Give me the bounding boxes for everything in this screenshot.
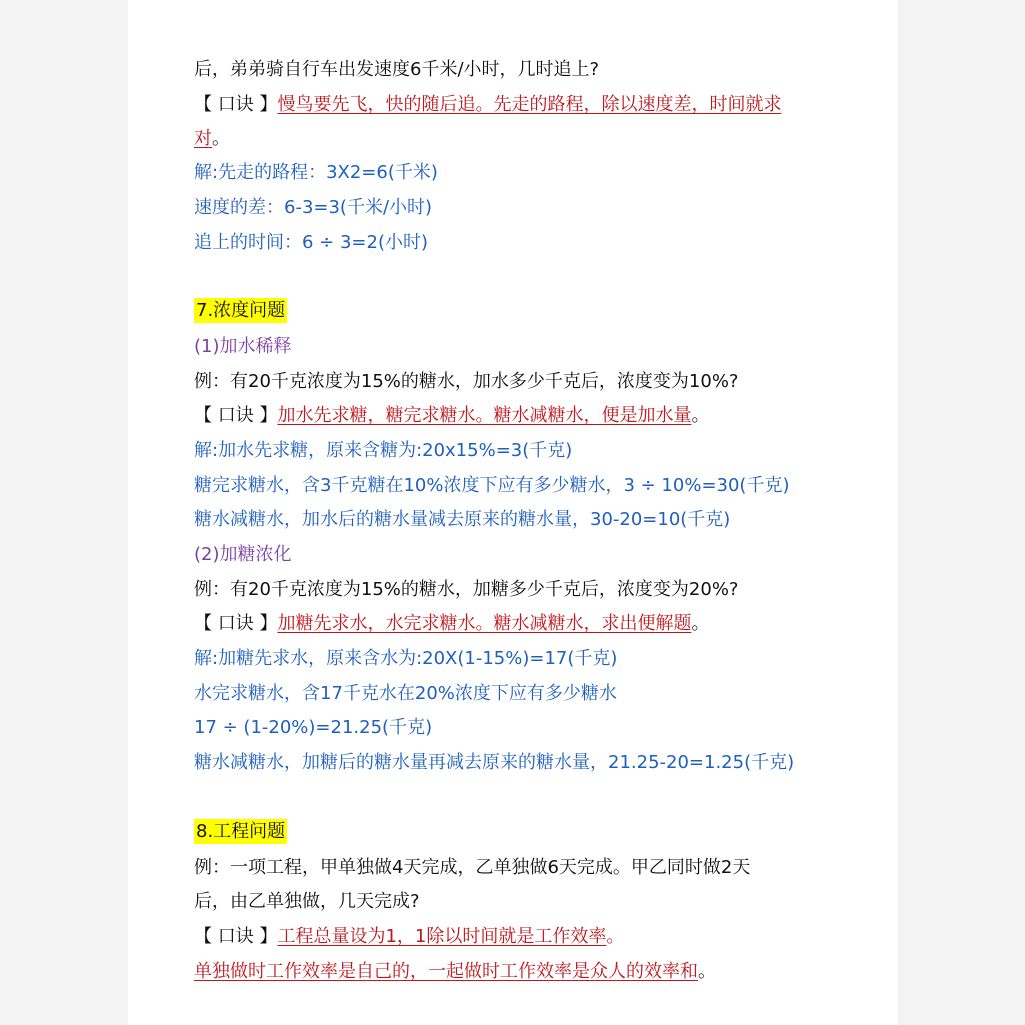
solution-line: 水完求糖水，含17千克水在20%浓度下应有多少糖水 xyxy=(194,683,617,704)
solution-line: 解:先走的路程：3X2=6(千米) xyxy=(194,162,438,183)
mnemonic-label: 【 口诀 】 xyxy=(194,926,278,947)
mnemonic-line-dilute xyxy=(194,403,709,429)
section-heading-concentration xyxy=(194,298,287,324)
mnemonic-text: 加糖先求水，水完求糖水。糖水减糖水，求出便解题 xyxy=(277,613,692,634)
subheading-concentrate: (2)加糖浓化 xyxy=(194,544,292,565)
question-tail xyxy=(194,57,599,83)
mnemonic-label: 【 口诀 】 xyxy=(194,94,278,115)
section-heading-text: 7.浓度问题 xyxy=(196,300,286,321)
solution-line: 17 ÷ (1-20%)=21.25(千克) xyxy=(194,717,433,738)
mnemonic-line-engineering-continued xyxy=(194,959,716,985)
mnemonic-text: 慢鸟要先飞，快的随后追。先走的路程，除以速度差，时间就求 xyxy=(277,94,782,115)
solution-line: 解:加糖先求水，原来含水为:20X(1-15%)=17(千克) xyxy=(194,648,618,669)
punctuation: 。 xyxy=(698,961,716,982)
mnemonic-line-engineering xyxy=(194,924,624,950)
punctuation: 。 xyxy=(212,128,230,149)
section-heading-engineering xyxy=(194,819,287,845)
solution-line: 追上的时间：6 ÷ 3=2(小时) xyxy=(194,232,429,253)
mnemonic-label: 【 口诀 】 xyxy=(194,613,278,634)
solution-line: 糖水减糖水，加水后的糖水量减去原来的糖水量，30-20=10(千克) xyxy=(194,509,731,530)
document-page xyxy=(128,0,898,1025)
punctuation: 。 xyxy=(691,613,710,634)
mnemonic-line-continued xyxy=(194,126,230,152)
example-concentrate: 例：有20千克浓度为15%的糖水，加糖多少千克后，浓度变为20%? xyxy=(194,579,739,600)
example-engineering: 例：一项工程，甲单独做4天完成，乙单独做6天完成。甲乙同时做2天 xyxy=(194,857,751,878)
section-heading-text: 8.工程问题 xyxy=(196,821,286,842)
mnemonic-text: 对 xyxy=(194,128,212,149)
mnemonic-line xyxy=(194,92,781,118)
mnemonic-label: 【 口诀 】 xyxy=(194,405,278,426)
punctuation: 。 xyxy=(606,926,625,947)
mnemonic-text: 加水先求糖，糖完求糖水。糖水减糖水，便是加水量 xyxy=(277,405,692,426)
solution-line: 解:加水先求糖，原来含糖为:20x15%=3(千克) xyxy=(194,440,573,461)
mnemonic-line-concentrate xyxy=(194,611,709,637)
solution-line: 速度的差：6-3=3(千米/小时) xyxy=(194,197,433,218)
mnemonic-text: 工程总量设为1，1除以时间就是工作效率 xyxy=(277,926,607,947)
example-dilute: 例：有20千克浓度为15%的糖水，加水多少千克后，浓度变为10%? xyxy=(194,371,739,392)
question-tail-text: 后，弟弟骑自行车出发速度6千米/小时，几时追上? xyxy=(194,59,600,80)
solution-line: 糖水减糖水，加糖后的糖水量再减去原来的糖水量，21.25-20=1.25(千克) xyxy=(194,752,795,773)
solution-line: 糖完求糖水，含3千克糖在10%浓度下应有多少糖水，3 ÷ 10%=30(千克) xyxy=(194,475,790,496)
mnemonic-text: 单独做时工作效率是自己的，一起做时工作效率是众人的效率和 xyxy=(194,961,698,982)
punctuation: 。 xyxy=(691,405,710,426)
subheading-dilute: (1)加水稀释 xyxy=(194,336,292,357)
example-engineering-continued: 后，由乙单独做，几天完成? xyxy=(194,891,420,912)
